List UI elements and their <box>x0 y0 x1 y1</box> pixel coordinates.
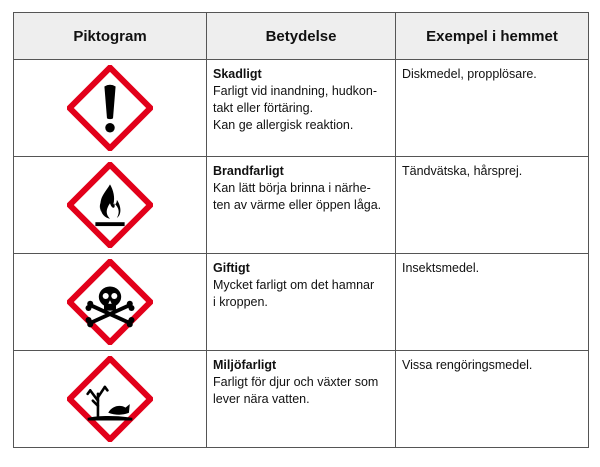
description-line: Farligt vid inandning, hudkon- <box>213 84 377 98</box>
table-row <box>14 351 589 448</box>
pictogram-cell <box>14 157 207 254</box>
hazard-title: Giftigt <box>213 261 250 275</box>
hazard-title: Miljöfarligt <box>213 358 277 372</box>
example-cell: Insektsmedel. <box>396 254 589 351</box>
header-meaning: Betydelse <box>207 13 396 60</box>
header-pictogram: Piktogram <box>14 13 207 60</box>
meaning-cell <box>207 351 396 448</box>
hazard-title: Brandfarligt <box>213 164 284 178</box>
header-example: Exempel i hemmet <box>396 13 589 60</box>
description-line: Farligt för djur och växter som <box>213 375 379 389</box>
hazard-title: Skadligt <box>213 67 262 81</box>
exclamation-mark-icon <box>67 65 153 151</box>
description-line: takt eller förtäring. <box>213 101 314 115</box>
example-cell: Diskmedel, propplösare. <box>396 60 589 157</box>
meaning-cell <box>207 60 396 157</box>
description-line: Kan lätt börja brinna i närhe- <box>213 181 371 195</box>
table-row <box>14 254 589 351</box>
description-line: Kan ge allergisk reaktion. <box>213 118 354 132</box>
pictogram-cell <box>14 254 207 351</box>
description-line: i kroppen. <box>213 295 268 309</box>
example-cell: Tändvätska, hårsprej. <box>396 157 589 254</box>
header-row <box>14 13 589 60</box>
hazard-pictogram-table <box>13 12 589 448</box>
skull-crossbones-icon <box>67 259 153 345</box>
description-line: Mycket farligt om det hamnar <box>213 278 375 292</box>
table-row <box>14 157 589 254</box>
environment-hazard-icon <box>67 356 153 442</box>
flame-icon <box>67 162 153 248</box>
meaning-cell <box>207 157 396 254</box>
example-cell: Vissa rengöringsmedel. <box>396 351 589 448</box>
pictogram-cell <box>14 60 207 157</box>
table-row <box>14 60 589 157</box>
pictogram-cell <box>14 351 207 448</box>
description-line: lever nära vatten. <box>213 392 310 406</box>
meaning-cell <box>207 254 396 351</box>
description-line: ten av värme eller öppen låga. <box>213 198 382 212</box>
